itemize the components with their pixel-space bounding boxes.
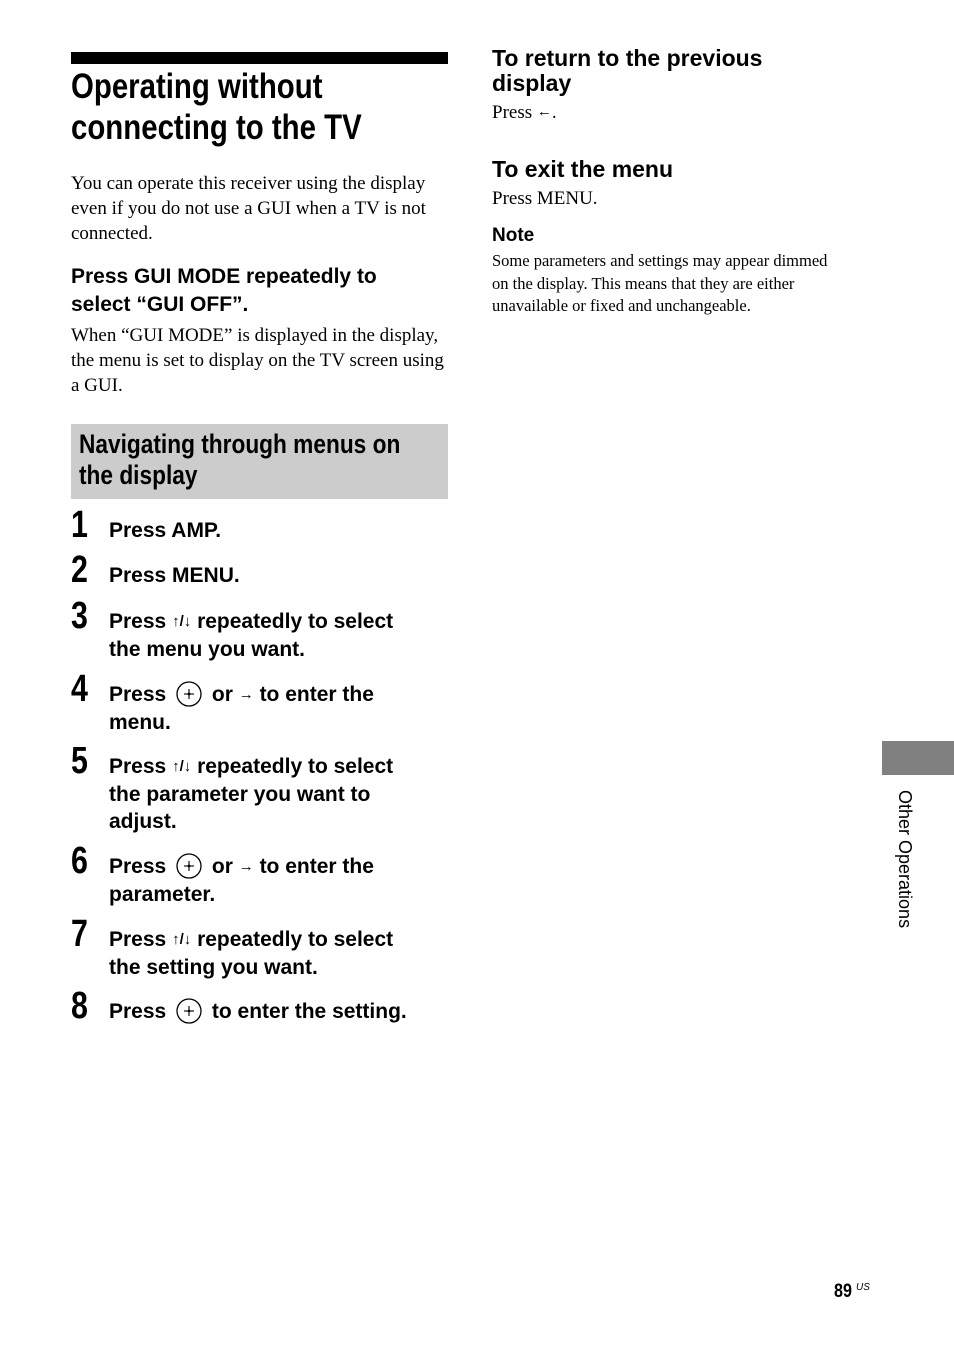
step-number: 2 xyxy=(71,549,88,591)
intro-paragraph: You can operate this receiver using the display even if you do not use a GUI when a TV is not connected. xyxy=(71,173,426,244)
step-line: the menu you want. xyxy=(109,637,306,661)
step-line: adjust. xyxy=(109,810,177,833)
step-number: 7 xyxy=(71,913,88,955)
step-number: 6 xyxy=(71,840,88,882)
step-line: parameter. xyxy=(109,882,216,906)
step-text-part: repeatedly to select xyxy=(191,928,394,951)
step-text-part: to enter the setting. xyxy=(206,1000,407,1023)
step-text-part: Press xyxy=(109,683,173,706)
step-number: 8 xyxy=(71,985,88,1027)
step-line xyxy=(109,998,454,1026)
step-text xyxy=(109,517,454,545)
exit-heading: To exit the menu xyxy=(492,156,674,182)
page-title xyxy=(71,66,390,148)
step-text-part: or xyxy=(206,855,239,878)
page-number-suffix: US xyxy=(856,1282,870,1293)
page-number: 89 xyxy=(834,1281,852,1302)
step-text xyxy=(109,853,454,908)
step-text-part: repeatedly to select xyxy=(191,610,394,633)
step-text xyxy=(109,753,454,836)
side-section-label: Other Operations xyxy=(895,790,915,929)
step-text xyxy=(109,608,454,663)
section-title-line-2: the display xyxy=(79,460,198,490)
step-number: 4 xyxy=(71,668,88,710)
step-line xyxy=(109,853,454,881)
title-rule xyxy=(71,52,448,64)
section-title-line-1: Navigating through menus on xyxy=(79,429,401,459)
note-label: Note xyxy=(492,225,535,246)
step-number: 1 xyxy=(71,504,88,546)
enter-button-icon xyxy=(176,998,202,1024)
note-line-2: on the display. This means that they are either xyxy=(492,273,795,293)
return-body xyxy=(492,100,557,125)
step-line xyxy=(109,681,454,709)
step-line xyxy=(109,926,454,954)
enter-button-icon xyxy=(176,853,202,879)
note-text xyxy=(492,250,872,318)
step-text xyxy=(109,926,454,981)
return-heading xyxy=(492,46,852,96)
step-line xyxy=(109,608,454,636)
step-line xyxy=(109,753,454,781)
step-text-part: repeatedly to select xyxy=(191,755,394,778)
return-heading-line-2: display xyxy=(492,70,572,96)
right-arrow-icon: → xyxy=(238,686,254,703)
step-text-part: to enter the xyxy=(253,683,374,706)
up-down-arrows-icon: ↑/↓ xyxy=(172,758,192,775)
step-line: menu. xyxy=(109,710,171,734)
step-number: 3 xyxy=(71,595,88,637)
return-heading-line-1: To return to the previous xyxy=(492,45,763,71)
step-text-part: Press xyxy=(109,610,173,633)
step-text-part: or xyxy=(206,683,239,706)
note-line-1: Some parameters and settings may appear dimmed xyxy=(492,251,828,270)
step-text-part: Press xyxy=(109,928,173,951)
up-down-arrows-icon: ↑/↓ xyxy=(172,613,192,630)
note-line-3: unavailable or fixed and unchangeable. xyxy=(492,296,751,315)
gui-mode-heading xyxy=(71,263,451,319)
step-text xyxy=(109,681,454,736)
step-line: the parameter you want to xyxy=(109,782,371,806)
page-title-line-2: connecting to the TV xyxy=(71,108,362,147)
return-body-text: Press xyxy=(492,102,537,123)
step-text xyxy=(109,998,454,1026)
section-header-box xyxy=(71,424,448,499)
step-text-part: to enter the xyxy=(253,855,374,878)
page-title-line-1: Operating without xyxy=(71,67,323,106)
step-text-part: Press xyxy=(109,755,173,778)
right-arrow-icon: → xyxy=(238,858,254,875)
up-down-arrows-icon: ↑/↓ xyxy=(172,931,192,948)
step-text-part: Press xyxy=(109,855,173,878)
gui-mode-heading-line-2: select “GUI OFF”. xyxy=(71,293,249,316)
step-text xyxy=(109,562,454,590)
step-line: Press MENU. xyxy=(109,564,240,587)
exit-body: Press MENU. xyxy=(492,188,598,209)
enter-button-icon xyxy=(176,681,202,707)
step-number: 5 xyxy=(71,740,88,782)
left-arrow-icon: ← xyxy=(536,104,552,120)
gui-mode-body: When “GUI MODE” is displayed in the display, the menu is set to display on the TV screen using a GUI. xyxy=(71,325,444,396)
return-body-period: . xyxy=(551,102,557,123)
section-tab-marker xyxy=(882,741,954,775)
step-line: the setting you want. xyxy=(109,955,318,979)
step-text-part: Press xyxy=(109,1000,173,1023)
step-line: Press AMP. xyxy=(109,519,222,542)
section-title xyxy=(79,429,400,491)
gui-mode-heading-line-1: Press GUI MODE repeatedly to xyxy=(71,265,377,288)
